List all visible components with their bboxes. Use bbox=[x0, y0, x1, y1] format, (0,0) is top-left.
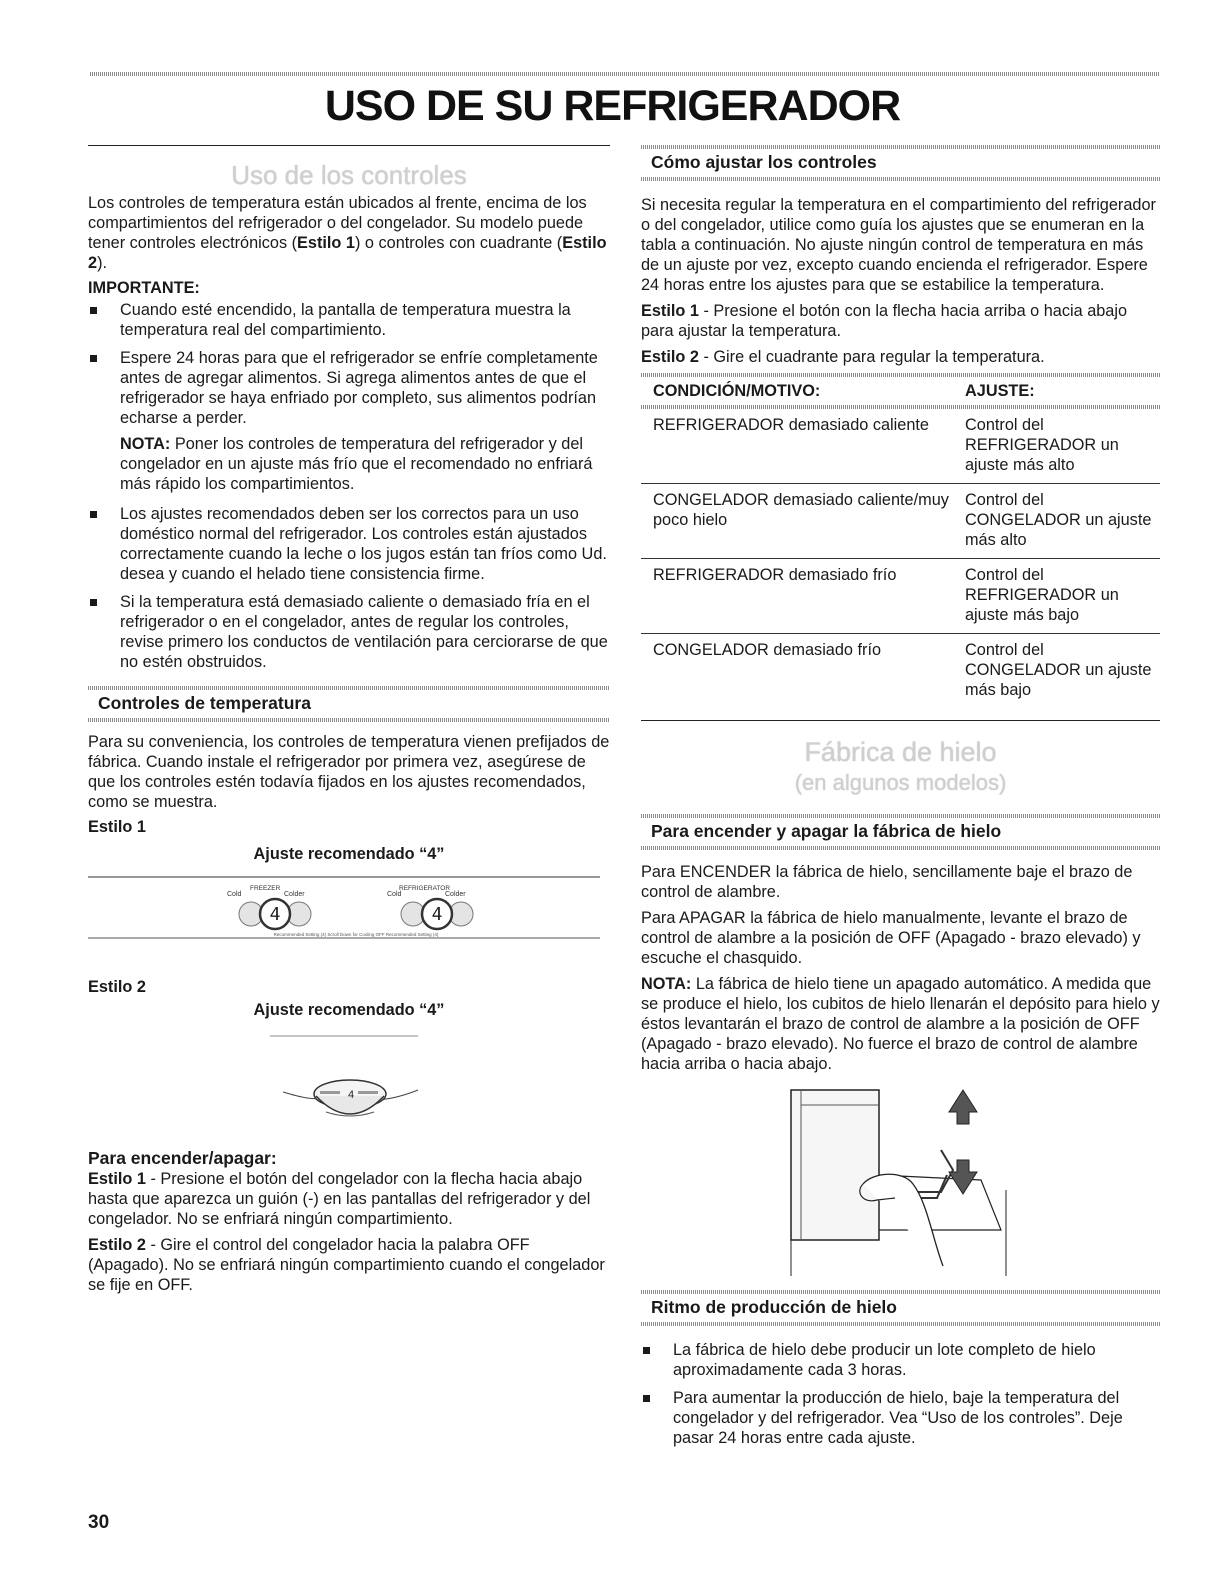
ajuste-label-2: Ajuste recomendado “4” bbox=[253, 1001, 445, 1019]
temp-controls-text: Para su conveniencia, los controles de temperatura vienen prefijados de fábrica. Cuando instale el refrigerador por primera vez, asegúrese de que los controles estén todavía fijados en los ajustes recomendados, como se muestra. bbox=[88, 733, 610, 811]
divider bbox=[641, 846, 1160, 850]
ice-off-text: Para APAGAR la fábrica de hielo manualmente, levante el brazo de control de alambre a la posición de OFF (Apagado - brazo elevado) y escuche el chasquido. bbox=[641, 909, 1141, 967]
adjust-text: Si necesita regular la temperatura en el compartimiento del refrigerador o del congelador, utilice como guía los ajustes que se enumeran en la tabla a continuación. No ajuste ningún control de temperatura en más de un ajuste por vez, excepto cuando encienda el refrigerador. Espere 24 horas entre los ajustes para que se estabilice la temperatura. bbox=[641, 196, 1156, 294]
cold-label: Cold bbox=[387, 891, 402, 898]
list-item: Para aumentar la producción de hielo, baje la temperatura del congelador y del refrigerador. Vea “Uso de los controles”. Deje pasar 24 horas entre cada ajuste. bbox=[641, 1388, 1160, 1448]
list-item: Cuando esté encendido, la pantalla de temperatura muestra la temperatura real del compartimiento. bbox=[88, 300, 610, 340]
onoff-estilo2 bbox=[88, 1235, 610, 1295]
ajuste-label-1: Ajuste recomendado “4” bbox=[253, 845, 445, 863]
panel-footer-text: Recommended Setting (4) Scroll Down for Cooling OFF Recommended Setting (4) bbox=[273, 932, 439, 937]
refrigerator-display: 4 bbox=[431, 904, 443, 925]
dial-illustration bbox=[88, 1020, 610, 1140]
right-column bbox=[641, 145, 1160, 1456]
column-header: CONDICIÓN/MOTIVO: bbox=[653, 382, 821, 400]
left-column bbox=[88, 145, 610, 1301]
intro-text: ). bbox=[97, 254, 108, 272]
list-item: La fábrica de hielo debe producir un lote completo de hielo aproximadamente cada 3 horas. bbox=[641, 1340, 1160, 1380]
ice-nota bbox=[641, 974, 1160, 1074]
nota-label: NOTA: bbox=[641, 975, 692, 993]
table-cell: CONGELADOR demasiado frío bbox=[653, 641, 882, 659]
intro-estilo1: Estilo 1 bbox=[297, 234, 355, 252]
divider bbox=[641, 373, 1160, 377]
onoff-text: - Gire el control del congelador hacia la palabra OFF (Apagado). No se enfriará ningún compartimiento cuando el congelador se fije en OFF. bbox=[88, 1236, 605, 1294]
table-header-row bbox=[641, 379, 1160, 405]
table-cell: REFRIGERADOR demasiado caliente bbox=[641, 409, 953, 484]
nota-text: La fábrica de hielo tiene un apagado automático. A medida que se produce el hielo, los cubitos de hielo llenarán el depósito para hielo y éstos levantarán el brazo de control de alambre a la posición de OFF (Apagado - brazo elevado). No fuerce el brazo de control de alambre hacia arriba o hacia abajo. bbox=[641, 975, 1160, 1073]
estilo2-label: Estilo 2 bbox=[88, 978, 146, 996]
top-rule bbox=[90, 72, 1160, 76]
temp-controls-heading: Controles de temperatura bbox=[98, 693, 311, 713]
adjust-estilo2 bbox=[641, 347, 1160, 367]
divider bbox=[641, 177, 1160, 181]
important-list bbox=[88, 300, 610, 428]
table-cell: REFRIGERADOR demasiado frío bbox=[641, 559, 953, 634]
adjustment-table bbox=[641, 379, 1160, 708]
table-cell: Control del REFRIGERADOR un ajuste más bajo bbox=[953, 559, 1160, 634]
table-row bbox=[641, 634, 1160, 709]
ice-on-text: Para ENCENDER la fábrica de hielo, sencillamente baje el brazo de control de alambre. bbox=[641, 863, 1133, 901]
nota-label: NOTA: bbox=[120, 435, 171, 453]
freezer-label: FREEZER bbox=[250, 885, 281, 892]
column-header: AJUSTE: bbox=[965, 382, 1035, 400]
onoff-heading: Para encender/apagar: bbox=[88, 1148, 277, 1168]
nota-paragraph bbox=[88, 434, 610, 494]
estilo-label: Estilo 2 bbox=[88, 1236, 146, 1254]
cold-label: Cold bbox=[227, 891, 242, 898]
adjust-controls-heading: Cómo ajustar los controles bbox=[651, 152, 877, 172]
dial-figure bbox=[88, 1020, 610, 1140]
control-panel-illustration bbox=[88, 874, 610, 952]
estilo-label: Estilo 1 bbox=[641, 302, 699, 320]
onoff-text: - Presione el botón del congelador con la flecha hacia abajo hasta que aparezca un guión (-) en las pantallas del refrigerador y del congelador. No se enfriará ningún compartimiento. bbox=[88, 1170, 591, 1228]
importante-label: IMPORTANTE: bbox=[88, 279, 200, 297]
list-item: Los ajustes recomendados deben ser los correctos para un uso doméstico normal del refrigerador. Los controles están ajustados correctamente cuando la leche o los jugos están tan fríos como Ud. desea y cuando el helado tiene consistencia firme. bbox=[88, 504, 610, 584]
intro-estilo2: Estilo 2 bbox=[88, 234, 607, 272]
controls-intro bbox=[88, 193, 610, 273]
ice-rate-heading: Ritmo de producción de hielo bbox=[651, 1297, 897, 1317]
intro-text: Los controles de temperatura están ubicados al frente, encima de los compartimientos del refrigerador o del congelador. Su modelo puede tener controles electrónicos ( bbox=[88, 194, 587, 252]
table-cell: Control del CONGELADOR un ajuste más bajo bbox=[965, 641, 1152, 699]
page-number: 30 bbox=[88, 1512, 110, 1533]
adjust-estilo1 bbox=[641, 301, 1160, 341]
ice-onoff-heading: Para encender y apagar la fábrica de hielo bbox=[651, 821, 1002, 841]
controls-heading: Uso de los controles bbox=[231, 160, 467, 190]
ice-rate-list bbox=[641, 1340, 1160, 1448]
intro-text: ) o controles con cuadrante ( bbox=[354, 234, 563, 252]
adjust-estilo-text: - Presione el botón con la flecha hacia arriba o hacia abajo para ajustar la temperatura. bbox=[641, 302, 1128, 340]
important-list-2 bbox=[88, 504, 610, 672]
estilo1-label: Estilo 1 bbox=[88, 818, 146, 836]
colder-label: Colder bbox=[284, 891, 305, 898]
list-item: Espere 24 horas para que el refrigerador se enfríe completamente antes de agregar alimentos. Si agrega alimentos antes de que el refrigerador se haya enfriado por completo, sus alimentos podrían echarse a perder. bbox=[88, 348, 610, 428]
table-row bbox=[641, 484, 1160, 559]
refrigerator-label: REFRIGERATOR bbox=[399, 885, 451, 892]
table-cell: Control del REFRIGERADOR un ajuste más alto bbox=[953, 409, 1160, 484]
estilo-label: Estilo 2 bbox=[641, 348, 699, 366]
nota-text: Poner los controles de temperatura del refrigerador y del congelador en un ajuste más frío que el recomendado no enfriará más rápido los compartimientos. bbox=[120, 435, 593, 493]
control-panel-figure bbox=[88, 874, 610, 952]
page-title: USO DE SU REFRIGERADOR bbox=[324, 82, 901, 130]
divider bbox=[88, 718, 610, 722]
ice-maker-heading: Fábrica de hielo bbox=[804, 737, 997, 767]
table-cell: Control del CONGELADOR un ajuste más alto bbox=[953, 484, 1160, 559]
table-row bbox=[641, 409, 1160, 484]
table-cell: CONGELADOR demasiado caliente/muy poco hielo bbox=[641, 484, 953, 559]
divider bbox=[641, 1322, 1160, 1326]
table-row bbox=[641, 559, 1160, 634]
dial-value: 4 bbox=[348, 1089, 355, 1101]
adjust-estilo-text: - Gire el cuadrante para regular la temperatura. bbox=[698, 348, 1045, 366]
onoff-estilo1 bbox=[88, 1169, 610, 1229]
ice-maker-figure bbox=[641, 1080, 1160, 1276]
list-item: Si la temperatura está demasiado caliente o demasiado fría en el refrigerador o en el congelador, antes de regular los controles, revise primero los conductos de ventilación para cerciorarse de que no estén obstruidos. bbox=[88, 592, 610, 672]
ice-maker-illustration bbox=[641, 1080, 1160, 1276]
ice-maker-subheading: (en algunos modelos) bbox=[794, 770, 1007, 795]
freezer-display: 4 bbox=[269, 904, 281, 925]
divider bbox=[641, 720, 1160, 721]
colder-label: Colder bbox=[445, 891, 466, 898]
estilo-label: Estilo 1 bbox=[88, 1170, 146, 1188]
divider bbox=[88, 145, 610, 146]
